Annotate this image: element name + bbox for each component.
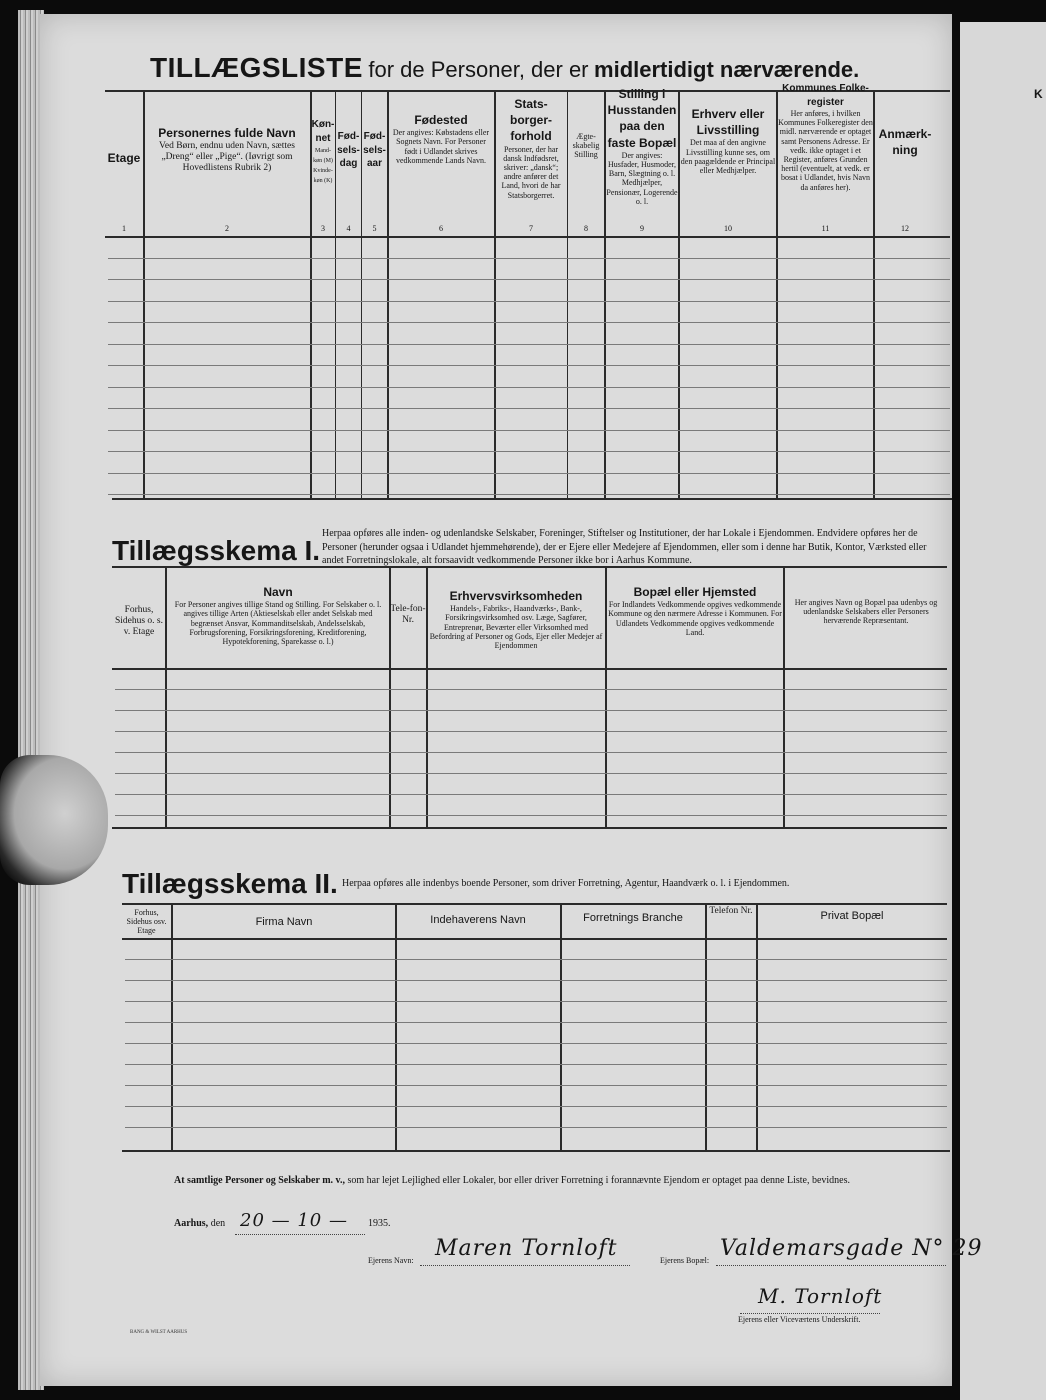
ruled-row-line [108,365,950,366]
col-header-foedested: Fødested Der angives: Købstadens eller Sognets Navn. For Personer født i Udlandet skrives vedkommende Lands Navn. [392,113,490,165]
list-header-rule [105,236,950,238]
skema1-col-navn: Navn For Personer angives tillige Stand og Stilling. For Selskaber o. l. angives tillige Arten (Aktieselskab eller andet Selskab med begrænset Ansvar, Kommanditselskab, Andelsselskab, Forbrugsforening, Forsikringsforening, Kreditforening, Hypotekforening, Sparekasse o. l.) [174,585,382,646]
owner-address-label: Ejerens Bopæl: [660,1256,710,1265]
ruled-row-line [108,451,950,452]
facing-page-glyph: K [1034,87,1043,101]
vline [605,566,607,828]
ruled-row-line [108,301,950,302]
main-title-mid: for de Personer, der er [368,57,589,82]
col-header-name: Personernes fulde Navn Ved Børn, endnu uden Navn, sættes „Dreng“ eller „Pige“. (Iøvrigt som Hovedlistens Rubrik 2) [158,126,296,174]
col-num: 10 [724,224,732,233]
ruled-row-line [115,710,947,711]
facing-page [960,22,1046,1400]
place-date [174,1218,225,1229]
skema1-col-erhverv: Erhvervsvirksomheden Handels-, Fabriks-, Haandværks-, Bank-, Forsikringsvirksomhed osv. Læge, Sagfører, Entreprenør, Beværter eller Virksomhed med Befordring af Personer og Gods, Ejer eller Medejer af Ejendommen [429,589,603,650]
vline [395,903,397,1151]
ruled-row-line [125,1043,947,1044]
main-title-bold: midlertidigt nærværende. [594,57,860,82]
col-header-erhverv: Erhverv eller Livsstilling Det maa af den angivne Livsstilling kunne ses, om den paagældende er Principal eller Medhjælper. [680,107,776,175]
skema2-header-rule [122,938,947,940]
ruled-row-line [115,794,947,795]
col-header-stilling: Stilling i Husstanden paa den faste Bopæl Der angives: Husfader, Husmoder, Barn, Slægtning o. l. Medhjælper, Pensionær, Logerende o. l. [606,87,678,206]
ruled-row-line [125,1064,947,1065]
col-header-etage: Etage [107,151,141,165]
col-num: 9 [640,224,644,233]
main-title [150,52,990,84]
col-num: 4 [346,224,351,233]
skema1-col-repraesentant: Her angives Navn og Bopæl paa udenbys og udenlandske Selskabers eller Personers herværende Repræsentant. [794,598,938,626]
ruled-row-line [108,494,950,495]
col-num: 12 [901,224,909,233]
vline [560,903,562,1151]
ruled-row-line [125,1085,947,1086]
col-num: 11 [821,224,830,233]
skema1-col-etage: Forhus, Sidehus o. s. v. Etage [114,605,164,637]
col-header-koen: Køn-net Mand-køn (M) Kvinde-køn (K) [311,119,335,184]
skema2-col-privat-bopael: Privat Bopæl [820,910,884,922]
col-header-aegteskabelig: Ægte-skabelig Stilling [572,132,600,160]
ruled-row-line [115,773,947,774]
ruled-row-line [108,258,950,259]
ruled-row-line [125,1022,947,1023]
vline [143,90,145,500]
ruled-row-line [125,1106,947,1107]
ruled-row-line [115,815,947,816]
main-title-big: TILLÆGSLISTE [150,52,363,83]
skema2-bottom-rule [122,1150,950,1152]
skema1-top-rule [112,566,947,568]
vline [171,903,173,1151]
ruled-row-line [108,279,950,280]
col-num: 6 [439,224,443,233]
attestation [174,1175,944,1186]
skema2-col-indehaver: Indehaverens Navn [430,914,526,926]
skema1-bottom-rule [112,827,947,829]
col-header-anmaerkning: Anmærk-ning [878,127,932,158]
owner-name-handwritten: Maren Tornloft [435,1236,618,1261]
ruled-row-line [125,1001,947,1002]
skema1-description: Herpaa opføres alle inden- og udenlandske Selskaber, Foreninger, Stiftelser og Institutioner, der har Lokale i Ejendommen. Endvidere opføres her de Personer (herunder ogsaa i Udlandet hjemmehørende), der er Ejere eller Medejere af Ejendommen, eller som i denne har Butik, Kontor, Værksted eller andet Forretningslokale, alt forsaavidt vedkommende Personer ikke bor i Aarhus Kommune. [322,528,927,566]
skema1-title: Tillægsskema I. [112,535,321,566]
col-header-foedselsaar: Fød-sels-aar [363,131,386,169]
ruled-row-line [115,689,947,690]
place: Aarhus, [174,1218,209,1229]
skema2-description: Herpaa opføres alle indenbys boende Personer, som driver Forretning, Agentur, Haandværk o. l. i Ejendommen. [342,878,790,889]
ruled-row-line [125,1127,947,1128]
ruled-row-line [125,980,947,981]
printer-mark: BANG & WILST AARHUS [130,1330,188,1335]
list-bottom-rule [112,498,952,500]
ruled-row-line [108,322,950,323]
owner-name-label: Ejerens Navn: [368,1256,414,1265]
signature-handwritten: M. Tornloft [758,1284,883,1308]
ruled-row-line [108,387,950,388]
date-handwritten: 20 — 10 — [240,1210,348,1231]
signature-line [740,1312,880,1314]
ruled-row-line [108,473,950,474]
skema2-col-etage: Forhus, Sidehus osv. Etage [126,908,167,936]
date-line [235,1233,365,1235]
ruled-row-line [125,959,947,960]
attestation-bold: At samtlige Personer og Selskaber m. v., [174,1175,346,1186]
owner-address-handwritten: Valdemarsgade N° 29 [720,1236,983,1261]
ruled-row-line [115,752,947,753]
ruled-row-line [108,430,950,431]
col-num: 8 [584,224,588,233]
col-num: 3 [321,224,325,233]
vline [426,566,428,828]
skema1-col-telefon: Tele-fon-Nr. [390,604,426,625]
thumb [0,755,108,885]
vline [756,903,758,1151]
den-label: den [210,1218,226,1229]
col-header-foedselsdag: Fød-sels-dag [337,131,360,169]
col-header-folkeregister: Kommunes Folke-register Her anføres, i hvilken Kommunes Folkeregister den midl. nærværende er optaget samt Personens Adresse. Er vedk. ikke optaget i et Register, anføres Grunden hertil (eventuelt, at vedk. er bosat i Udlandet, hvis Navn da anføres her). [778,83,873,192]
ruled-row-line [115,731,947,732]
year: 1935. [368,1218,391,1229]
vline [705,903,707,1151]
skema1-col-bopael: Bopæl eller Hjemsted For Indlandets Vedkommende opgives vedkommende Kommune og den nærmere Adresse i Kommunen. For Udlandets Vedkommende opgives vedkommende Land. [608,585,782,637]
col-header-statsborger: Stats-borger-forhold Personer, der har dansk Indfødsret, skriver: „dansk“; andre anfører det Land, hvori de har Statsborgerret. [501,97,561,200]
skema2-col-branche: Forretnings Branche [583,912,683,924]
skema2-col-telefon: Telefon Nr. [709,906,753,916]
signature-label: Ejerens eller Viceværtens Underskrift. [738,1315,861,1324]
ruled-row-line [108,408,950,409]
owner-address-line [716,1264,946,1266]
skema2-top-rule [122,903,947,905]
col-num: 5 [372,224,377,233]
skema2-col-firma: Firma Navn [255,916,313,928]
owner-name-line [420,1264,630,1266]
vline [165,566,167,828]
skema2-title: Tillægsskema II. [122,868,338,899]
col-num: 1 [122,224,126,233]
skema1-header-rule [112,668,947,670]
attestation-rest: som har lejet Lejlighed eller Lokaler, bor eller driver Forretning i forannævnte Ejendom er optaget paa denne Liste, bevidnes. [347,1175,850,1186]
vline [783,566,785,828]
ruled-row-line [108,344,950,345]
col-num: 2 [225,224,229,233]
col-num: 7 [529,224,533,233]
